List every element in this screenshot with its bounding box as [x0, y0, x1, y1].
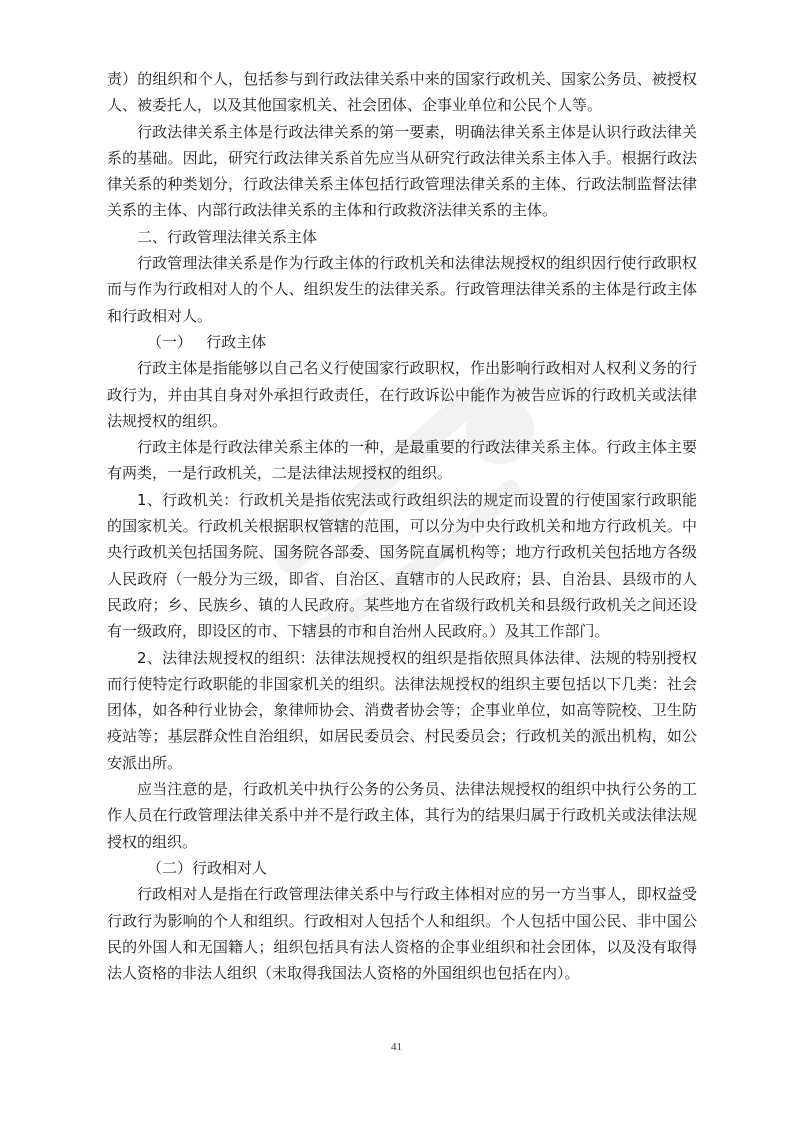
paragraph-counterparty-definition: 行政相对人是指在行政管理法律关系中与行政主体相对应的另一方当事人，即权益受行政行为影响的个人和组织。行政相对人包括个人和组织。个人包括中国公民、非中国公民的外国人和无国籍人；组织包括具有法人资格的企事业组织和社会团体，以及没有取得法人资格的非法人组织（未取得我国法人资格的外国组织也包括在内）。	[107, 885, 697, 983]
subsection-heading-counterparty: （二）行政相对人	[147, 858, 268, 877]
paragraph-admin-subject-types: 行政主体是行政法律关系主体的一种，是最重要的行政法律关系主体。行政主体主要有两类，一是行政机关，二是法律法规授权的组织。	[107, 438, 697, 483]
paragraph-continued: 责）的组织和个人，包括参与到行政法律关系中来的国家行政机关、国家公务员、被授权人、被委托人，以及其他国家机关、社会团体、企事业单位和公民个人等。	[107, 70, 697, 115]
section-heading: 二、行政管理法律关系主体	[137, 227, 318, 246]
page-number: 41	[391, 1041, 402, 1053]
paragraph-admin-organs: 1、行政机关：行政机关是指依宪法或行政组织法的规定而设置的行使国家行政职能的国家机关。行政机关根据职权管辖的范围，可以分为中央行政机关和地方行政机关。中央行政机关包括国务院、国务院各部委、国务院直属机构等；地方行政机关包括地方各级人民政府（一般分为三级，即省、自治区、直辖市的人民政府；县、自治县、县级市的人民政府；乡、民族乡、镇的人民政府。某些地方在省级行政机关和县级行政机关之间还设有一级政府，即设区的市、下辖县的市和自治州人民政府。）及其工作部门。	[107, 490, 697, 641]
paragraph-relation-subject: 行政法律关系主体是行政法律关系的第一要素，明确法律关系主体是认识行政法律关系的基础。因此，研究行政法律关系首先应当从研究行政法律关系主体入手。根据行政法律关系的种类划分，行政法律关系主体包括行政管理法律关系的主体、行政法制监督法律关系的主体、内部行政法律关系的主体和行政救济法律关系的主体。	[107, 122, 697, 220]
document-body	[107, 66, 697, 986]
paragraph-management-relation: 行政管理法律关系是作为行政主体的行政机关和法律法规授权的组织因行使行政职权而与作为行政相对人的个人、组织发生的法律关系。行政管理法律关系的主体是行政主体和行政相对人。	[107, 254, 697, 325]
paragraph-authorized-organizations: 2、法律法规授权的组织：法律法规授权的组织是指依照具体法律、法规的特别授权而行使特定行政职能的非国家机关的组织。法律法规授权的组织主要包括以下几类：社会团体，如各种行业协会，象律师协会、消费者协会等；企事业单位，如高等院校、卫生防疫站等；基层群众性自治组织，如居民委员会、村民委员会；行政机关的派出机构，如公安派出所。	[107, 648, 697, 772]
subsection-heading-admin-subject: （一） 行政主体	[147, 332, 267, 351]
paragraph-note: 应当注意的是，行政机关中执行公务的公务员、法律法规授权的组织中执行公务的工作人员在行政管理法律关系中并不是行政主体，其行为的结果归属于行政机关或法律法规授权的组织。	[107, 780, 697, 851]
paragraph-admin-subject-definition: 行政主体是指能够以自己名义行使国家行政职权，作出影响行政相对人权利义务的行政行为，并由其自身对外承担行政责任，在行政诉讼中能作为被告应诉的行政机关或法律法规授权的组织。	[107, 359, 697, 430]
